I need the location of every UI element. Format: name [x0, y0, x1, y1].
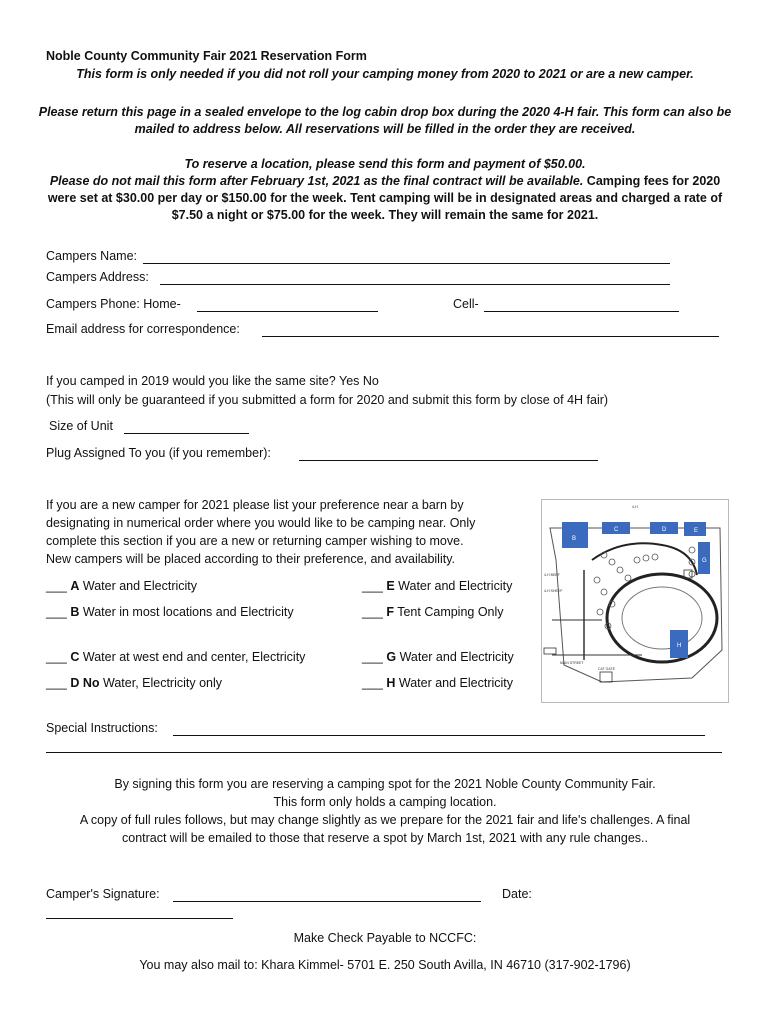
option-blank[interactable]: ___ — [46, 579, 67, 593]
option-blank[interactable]: ___ — [46, 676, 67, 690]
agreement-line2: This form only holds a camping location. — [273, 795, 497, 809]
option-letter: B — [70, 605, 80, 619]
svg-text:4-H: 4-H — [632, 505, 638, 509]
barn-a — [562, 522, 588, 548]
fees-line1 — [0, 174, 770, 188]
agreement-line3: A copy of full rules follows, but may change slightly as we prepare for the 2021 fair and life's challenges. A final — [79, 813, 691, 827]
option-blank[interactable]: ___ — [362, 605, 383, 619]
signature-label: Camper's Signature: — [46, 887, 160, 901]
fees-line2: were set at $30.00 per day or $150.00 for the week. Tent camping will be in designated areas and charged a rate of — [47, 191, 723, 205]
unit-size-label: Size of Unit — [49, 419, 113, 433]
signature-field[interactable] — [173, 901, 481, 902]
option-c[interactable] — [46, 650, 305, 664]
option-letter: H — [386, 676, 396, 690]
option-g[interactable] — [362, 650, 514, 664]
plug-assigned-label: Plug Assigned To you (if you remember): — [46, 446, 271, 460]
special-instructions-field-line2[interactable] — [46, 752, 722, 753]
svg-text:G: G — [702, 558, 707, 564]
svg-text:4-H SHEEP: 4-H SHEEP — [544, 589, 563, 593]
option-text: Water and Electricity — [82, 579, 198, 593]
agreement-line4: contract will be emailed to those that reserve a spot by March 1st, 2021 with any rule changes.. — [122, 831, 648, 845]
date-label: Date: — [502, 887, 532, 901]
plug-assigned-field[interactable] — [299, 460, 598, 461]
special-instructions-label: Special Instructions: — [46, 721, 158, 735]
fees-text-part1: Camping fees for 2020 — [583, 174, 721, 188]
option-letter: C — [70, 650, 80, 664]
email-label: Email address for correspondence: — [46, 322, 240, 336]
option-blank[interactable]: ___ — [46, 650, 67, 664]
payable-note: Make Check Payable to NCCFC: — [293, 931, 477, 945]
same-site-question: If you camped in 2019 would you like the same site? Yes No — [46, 374, 379, 388]
option-blank[interactable]: ___ — [362, 650, 383, 664]
option-text: Water at west end and center, Electricity — [82, 650, 306, 664]
form-subtitle: This form is only needed if you did not roll your camping money from 2020 to 2021 or are a new camper. — [76, 67, 694, 81]
home-phone-field[interactable] — [197, 311, 378, 312]
mail-address: You may also mail to: Khara Kimmel- 5701 E. 250 South Avilla, IN 46710 (317-902-1796) — [139, 958, 631, 972]
fairground-map-drawing — [542, 500, 728, 702]
option-b[interactable] — [46, 605, 294, 619]
option-letter: D — [70, 676, 80, 690]
email-field[interactable] — [262, 336, 719, 337]
return-instructions-line2: mailed to address below. All reservations will be filled in the order they are received. — [134, 122, 636, 136]
option-blank[interactable]: ___ — [46, 605, 67, 619]
return-instructions-line1: Please return this page in a sealed envelope to the log cabin drop box during the 2020 4-H fair. This form can also be — [38, 105, 732, 119]
option-text: Water and Electricity — [399, 650, 514, 664]
special-instructions-field[interactable] — [173, 735, 705, 736]
reserve-instructions: To reserve a location, please send this form and payment of $50.00. — [184, 157, 586, 171]
preference-intro-line2: designating in numerical order where you would like to be camping near. Only — [46, 516, 476, 530]
svg-text:H: H — [677, 643, 682, 649]
preference-intro-line1: If you are a new camper for 2021 please list your preference near a barn by — [46, 498, 464, 512]
agreement-line1: By signing this form you are reserving a camping spot for the 2021 Noble County Community Fair. — [114, 777, 656, 791]
option-letter: F — [386, 605, 394, 619]
form-title: Noble County Community Fair 2021 Reservation Form — [46, 49, 367, 63]
campers-name-field[interactable] — [143, 263, 670, 264]
svg-text:C: C — [614, 527, 619, 533]
option-text: Water in most locations and Electricity — [82, 605, 294, 619]
mail-deadline-text: Please do not mail this form after February 1st, 2021 as the final contract will be available. — [49, 174, 584, 188]
option-text: Water, Electricity only — [103, 676, 223, 690]
option-h[interactable] — [362, 676, 513, 690]
campers-address-label: Campers Address: — [46, 270, 149, 284]
home-phone-label: Campers Phone: Home- — [46, 297, 181, 311]
option-text: Tent Camping Only — [397, 605, 504, 619]
option-f[interactable] — [362, 605, 504, 619]
preference-intro-line3: complete this section if you are a new or returning camper wishing to move. — [46, 534, 464, 548]
cell-phone-field[interactable] — [484, 311, 679, 312]
svg-text:B: B — [572, 536, 577, 542]
option-e[interactable] — [362, 579, 512, 593]
option-text: Water and Electricity — [398, 579, 513, 593]
option-letter-no: No — [82, 676, 100, 690]
fees-line3: $7.50 a night or $75.00 for the week. They will remain the same for 2021. — [171, 208, 599, 222]
same-site-note: (This will only be guaranteed if you submitted a form for 2020 and submit this form by close of 4H fair) — [46, 393, 609, 407]
preference-intro-line4: New campers will be placed according to their preference, and availability. — [46, 552, 456, 566]
option-letter: A — [70, 579, 80, 593]
option-a[interactable] — [46, 579, 197, 593]
unit-size-field[interactable] — [124, 433, 249, 434]
campers-address-field[interactable] — [160, 284, 670, 285]
campers-name-label: Campers Name: — [46, 249, 137, 263]
svg-text:E: E — [694, 528, 699, 534]
date-field[interactable] — [46, 918, 233, 919]
option-text: Water and Electricity — [398, 676, 514, 690]
svg-text:4-H BEEF: 4-H BEEF — [544, 573, 560, 577]
svg-text:MAIN STREET: MAIN STREET — [560, 661, 584, 665]
cell-phone-label: Cell- — [453, 297, 479, 311]
svg-text:D: D — [662, 527, 667, 533]
option-d[interactable] — [46, 676, 222, 690]
option-blank[interactable]: ___ — [362, 676, 383, 690]
fairground-map — [541, 499, 729, 703]
option-blank[interactable]: ___ — [362, 579, 383, 593]
option-letter: E — [386, 579, 395, 593]
option-letter: G — [386, 650, 397, 664]
svg-text:CAT GATE: CAT GATE — [598, 667, 615, 671]
